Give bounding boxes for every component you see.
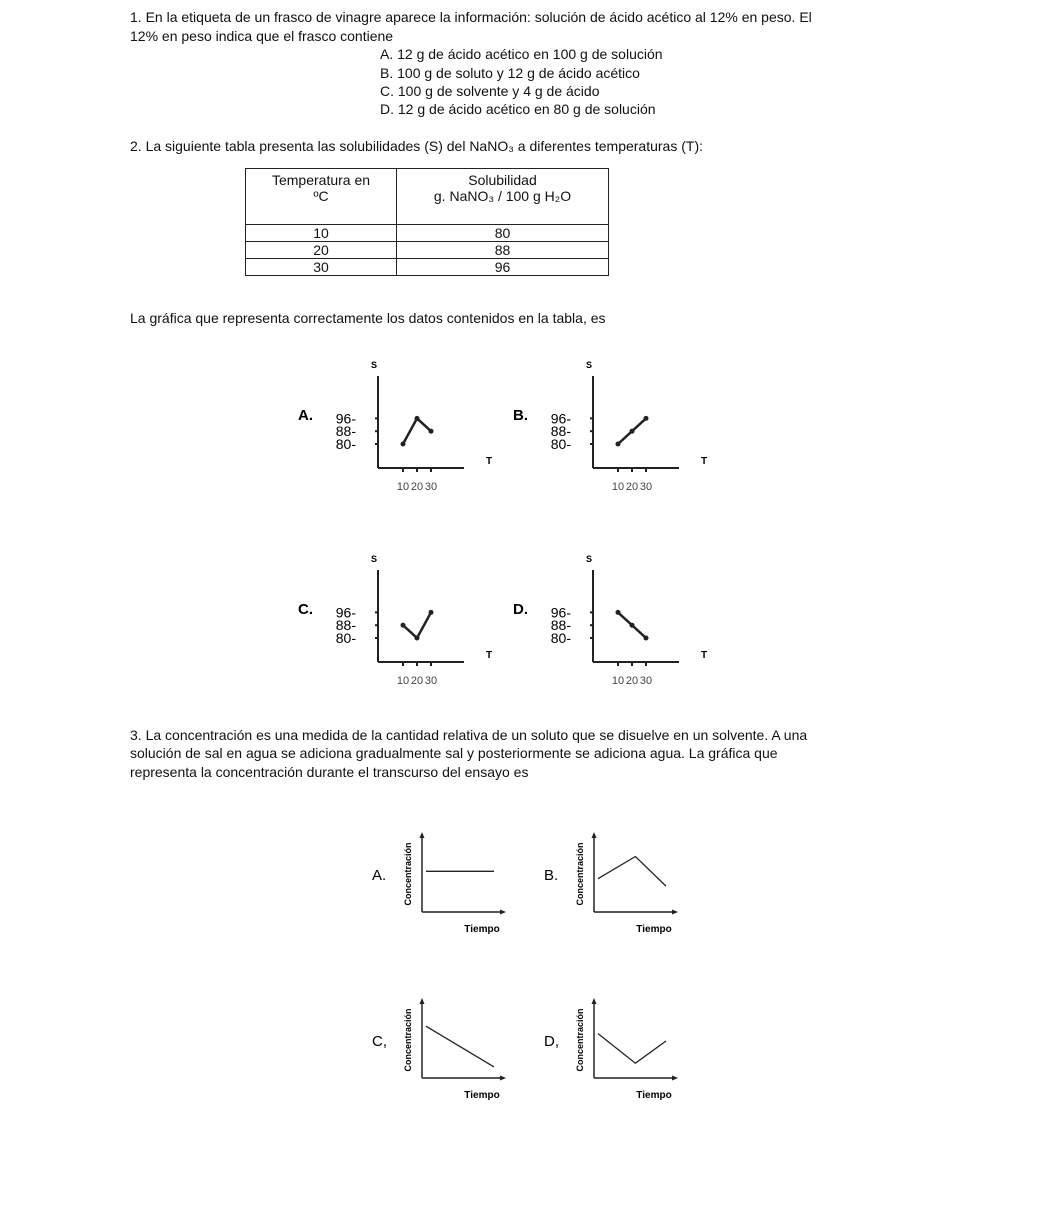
x-axis-label: Tiempo (464, 1090, 500, 1101)
chart-option-label: B. (513, 407, 528, 424)
chart-q3-c (360, 992, 520, 1104)
table-cell-sol: 88 (397, 242, 609, 259)
data-point (630, 623, 635, 628)
header-solubility: Solubilidad g. NaNO₃ / 100 g H₂O (397, 169, 609, 225)
q1-line2: 12% en peso indica que el frasco contiene (130, 28, 394, 44)
q1-option-a: A. 12 g de ácido acético en 100 g de solución (380, 46, 663, 62)
chart-q2-b (505, 352, 725, 502)
chart-q3-d (532, 992, 692, 1104)
data-line (403, 612, 431, 638)
y-tick-label: 96- (335, 410, 356, 427)
y-tick-label: 96- (335, 604, 356, 621)
table-row (246, 242, 609, 259)
data-line (598, 857, 666, 887)
x-tick-label: 20 (410, 675, 424, 687)
table-cell-sol: 96 (397, 259, 609, 276)
q3-line2: solución de sal en agua se adiciona gradualmente sal y posteriormente se adiciona agua. La gráfica que (130, 745, 778, 761)
x-tick-label: 30 (424, 481, 438, 493)
data-point (644, 636, 649, 641)
y-axis-arrow (592, 832, 597, 838)
data-point (616, 610, 621, 615)
y-axis-label: S (585, 360, 593, 370)
y-tick-label: 80- (335, 630, 356, 646)
y-tick-label: 80- (550, 630, 571, 646)
x-tick-label: 20 (625, 481, 639, 493)
table-cell-temp: 10 (246, 225, 397, 242)
q3-line3: representa la concentración durante el transcurso del ensayo es (130, 764, 529, 780)
y-tick-label: 88- (335, 423, 356, 440)
y-tick-label: 80- (550, 436, 571, 452)
x-tick-label: 20 (625, 675, 639, 687)
y-axis-label: Concentración (575, 1008, 585, 1072)
data-point (644, 416, 649, 421)
chart-option-label: D. (513, 601, 528, 618)
q1-option-b: B. 100 g de soluto y 12 g de ácido acético (380, 65, 640, 81)
y-axis-label: Concentración (403, 842, 413, 906)
data-point (401, 442, 406, 447)
x-axis-arrow (672, 910, 678, 915)
chart-q3-a (360, 826, 520, 938)
chart-q3-b (532, 826, 692, 938)
x-tick-label: 30 (639, 481, 653, 493)
y-axis-arrow (420, 832, 425, 838)
chart-option-label: C. (298, 601, 313, 618)
y-tick-label: 88- (550, 423, 571, 440)
y-tick-label: 80- (335, 436, 356, 452)
x-axis-label: Tiempo (636, 1090, 672, 1101)
x-axis-label: Tiempo (464, 924, 500, 935)
x-tick-label: 30 (639, 675, 653, 687)
x-axis-arrow (500, 910, 506, 915)
chart-q2-a (290, 352, 510, 502)
data-point (401, 623, 406, 628)
y-axis-arrow (592, 998, 597, 1004)
x-tick-label: 10 (611, 675, 625, 687)
chart-option-label: D, (544, 1033, 559, 1050)
q3-line1: 3. La concentración es una medida de la cantidad relativa de un soluto que se disuelve en un solvente. A una (130, 727, 808, 743)
header-temperature: Temperatura en ºC (246, 169, 397, 225)
table-cell-sol: 80 (397, 225, 609, 242)
y-axis-label: Concentración (575, 842, 585, 906)
x-axis-label: T (485, 456, 493, 467)
x-tick-label: 20 (410, 481, 424, 493)
x-axis-label: Tiempo (636, 924, 672, 935)
data-line (403, 418, 431, 444)
data-point (429, 610, 434, 615)
x-axis-label: T (700, 456, 708, 467)
table-cell-temp: 30 (246, 259, 397, 276)
data-point (415, 636, 420, 641)
data-line (598, 1034, 666, 1064)
y-axis-label: Concentración (403, 1008, 413, 1072)
x-axis-label: T (700, 650, 708, 661)
x-tick-label: 30 (424, 675, 438, 687)
chart-q2-c (290, 546, 510, 696)
chart-option-label: A. (372, 867, 387, 884)
x-tick-label: 10 (396, 481, 410, 493)
x-axis-label: T (485, 650, 493, 661)
data-point (415, 416, 420, 421)
table-row (246, 225, 609, 242)
chart-option-label: B. (544, 867, 559, 884)
x-tick-label: 10 (396, 675, 410, 687)
chart-option-label: C, (372, 1033, 387, 1050)
y-axis-label: S (585, 554, 593, 564)
x-axis-arrow (500, 1076, 506, 1081)
data-point (616, 442, 621, 447)
x-tick-label: 10 (611, 481, 625, 493)
chart-option-label: A. (298, 407, 313, 424)
q2-prompt: La gráfica que representa correctamente los datos contenidos en la tabla, es (130, 310, 606, 326)
y-tick-label: 96- (550, 604, 571, 621)
table-cell-temp: 20 (246, 242, 397, 259)
solubility-table (245, 168, 609, 276)
y-tick-label: 96- (550, 410, 571, 427)
y-axis-label: S (370, 360, 378, 370)
q1-option-c: C. 100 g de solvente y 4 g de ácido (380, 83, 600, 99)
data-point (429, 429, 434, 434)
q1-option-d: D. 12 g de ácido acético en 80 g de solución (380, 101, 656, 117)
chart-q2-d (505, 546, 725, 696)
data-point (630, 429, 635, 434)
table-row (246, 259, 609, 276)
y-axis-label: S (370, 554, 378, 564)
data-line (426, 1026, 494, 1067)
q1-line1: 1. En la etiqueta de un frasco de vinagre aparece la información: solución de ácido acético al 12% en peso. El (130, 9, 812, 25)
q2-intro: 2. La siguiente tabla presenta las solubilidades (S) del NaNO₃ a diferentes temperaturas (T): (130, 138, 703, 154)
y-tick-label: 88- (550, 617, 571, 634)
y-tick-label: 88- (335, 617, 356, 634)
y-axis-arrow (420, 998, 425, 1004)
x-axis-arrow (672, 1076, 678, 1081)
table-header-row (246, 169, 609, 225)
